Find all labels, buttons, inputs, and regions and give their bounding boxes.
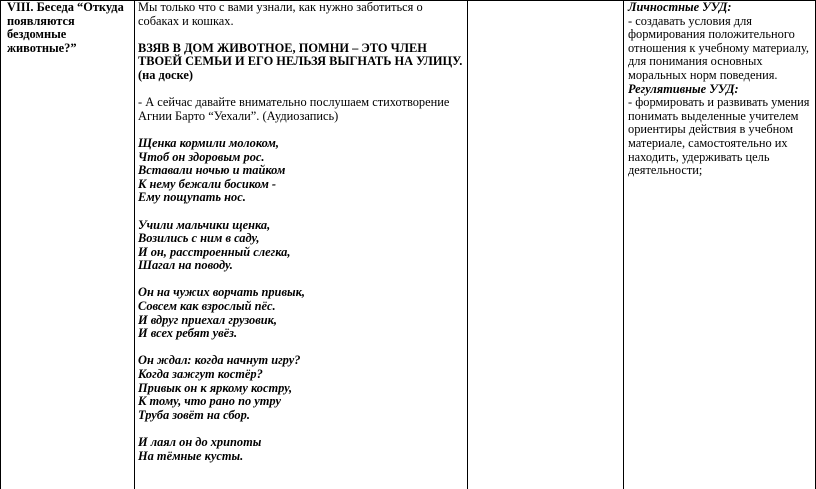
poem-line: Чтоб он здоровым рос. (138, 149, 265, 164)
poem-stanza (138, 436, 463, 463)
poem-stanza (138, 137, 463, 205)
poem-line: И всех ребят увёз. (138, 326, 238, 341)
poem-line: И лаял он до хрипоты (138, 435, 262, 449)
poem-line: И он, расстроенный слегка, (138, 244, 291, 259)
intro-text: Мы только что с вами узнали, как нужно заботиться о собаках и кошках. (138, 0, 423, 28)
poem-line: Учили мальчики щенка, (138, 217, 271, 232)
poem-line: Вставали ночью и тайком (138, 163, 286, 178)
motto-text: ВЗЯВ В ДОМ ЖИВОТНОЕ, ПОМНИ – ЭТО ЧЛЕН ТВОЕЙ СЕМЬИ И ЕГО НЕЛЬЗЯ ВЫГНАТЬ НА УЛИЦУ.(на доске) (138, 40, 463, 82)
personal-uud-heading: Личностные УУД: (628, 0, 732, 14)
table-left-border (0, 0, 1, 489)
poem-line: Совсем как взрослый пёс. (138, 299, 276, 314)
poem-line: И вдруг приехал грузовик, (138, 312, 277, 327)
poem-stanza (138, 286, 463, 340)
regulatory-uud-heading: Регулятивные УУД: (628, 81, 739, 96)
poem-stanza (138, 219, 463, 273)
poem-line: Привык он к яркому костру, (138, 380, 293, 395)
poem-line: На тёмные кусты. (138, 448, 244, 463)
uud-cell (628, 1, 812, 178)
personal-uud-text: - создавать условия для формирования положительного отношения к учебному материалу, для понимания основных моральных норм поведения. (628, 13, 809, 82)
poem-line: Когда зажгут костёр? (138, 367, 263, 382)
lesson-content-cell (138, 1, 463, 463)
stage-title: VIII. Беседа “Откуда появляются бездомные животные?” (7, 0, 124, 55)
column-divider-2 (467, 0, 468, 489)
poem-line: Щенка кормили молоком, (138, 135, 279, 150)
poem-line: К тому, что рано по утру (138, 394, 281, 409)
regulatory-uud-text: - формировать и развивать умения понимать выделенные учителем ориентиры действия в учебном материале, самостоятельно их находить, удерживать цель деятельности; (628, 95, 810, 178)
poem-stanza (138, 354, 463, 422)
poem-line: Возились с ним в саду, (138, 231, 260, 246)
poem (138, 137, 463, 463)
column-divider-3 (623, 0, 624, 489)
poem-line: Он ждал: когда начнут игру? (138, 353, 301, 368)
instruction-text: - А сейчас давайте внимательно послушаем стихотворение Агнии Барто “Уехали”. (Аудиозапись) (138, 95, 450, 123)
stage-cell (7, 1, 132, 55)
poem-line: К нему бежали босиком - (138, 176, 277, 191)
poem-line: Шагал на поводу. (138, 258, 233, 273)
poem-line: Труба зовёт на сбор. (138, 407, 250, 422)
column-divider-1 (134, 0, 135, 489)
poem-line: Он на чужих ворчать привык, (138, 285, 305, 300)
poem-line: Ему пощупать нос. (138, 190, 246, 205)
